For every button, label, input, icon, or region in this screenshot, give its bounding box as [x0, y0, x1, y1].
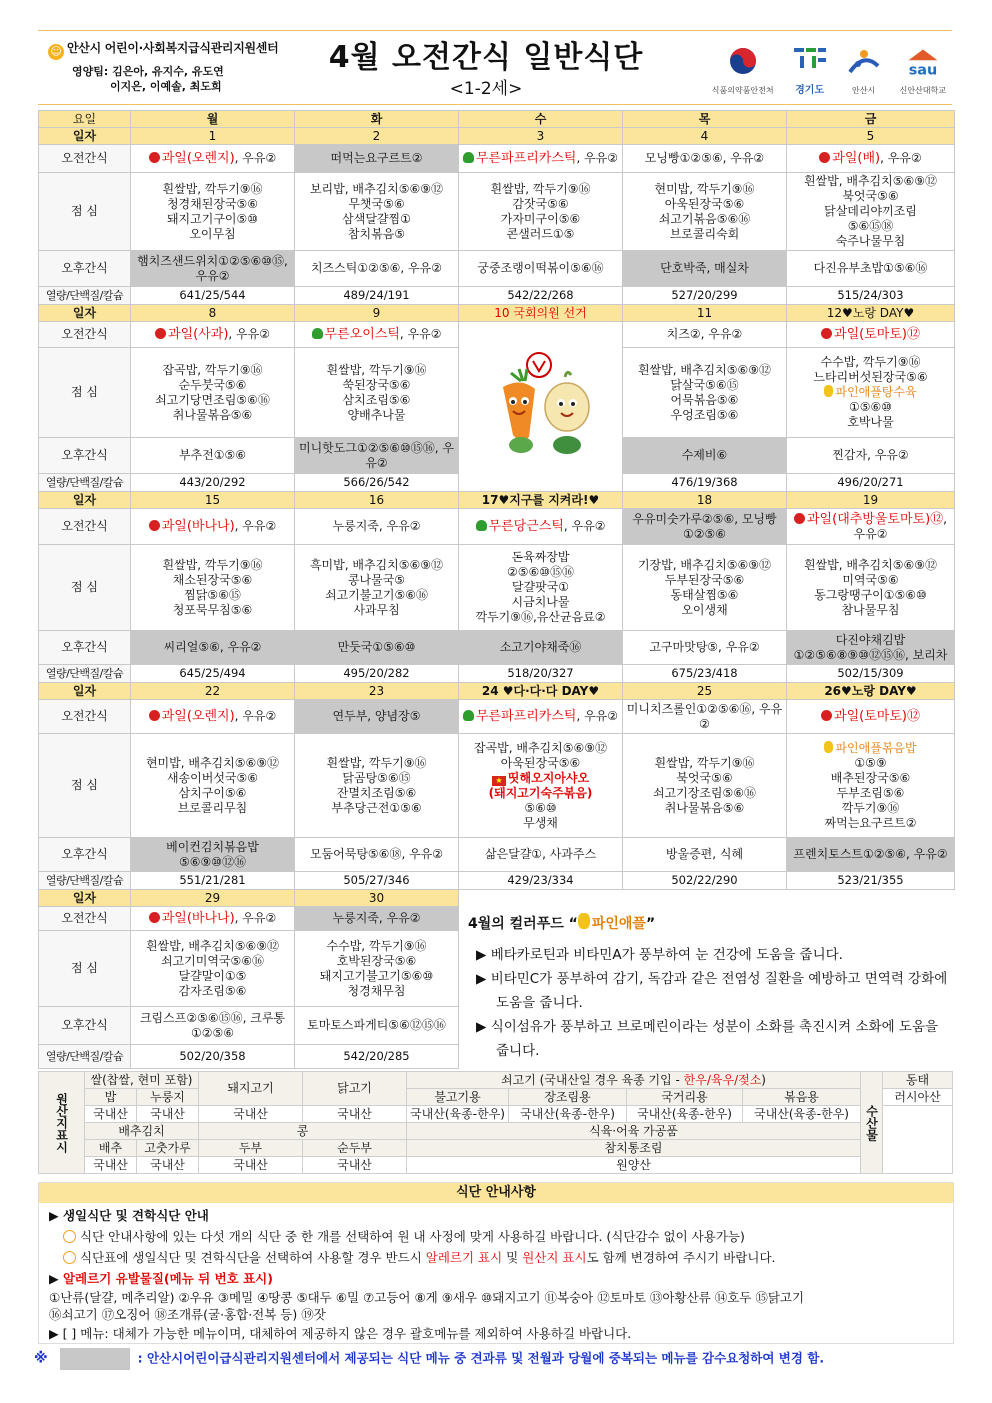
notice-section-birthday: ▶ 생일식단 및 견학식단 안내	[49, 1208, 209, 1223]
pm-snack-cell: 씨리얼⑤⑥, 우유②	[131, 631, 295, 665]
date-cell: 11	[623, 305, 787, 322]
notice-section-bracket: ▶ [ ] 메뉴: 대체가 가능한 메뉴이며, 대체하여 제공하지 않은 경우 괄호메뉴를 제외하여 사용하길 바랍니다.	[49, 1326, 632, 1341]
date-cell: 15	[131, 492, 295, 509]
ansan-logo: 안산시	[846, 46, 882, 96]
date-row	[39, 492, 955, 509]
vegetable-mascot-icon	[481, 347, 601, 467]
pm-snack-cell: 단호박죽, 매실차	[623, 251, 787, 287]
origin-cabbage: 배추	[85, 1140, 137, 1157]
date-cell-yellow-day: 12♥노랑 DAY♥	[787, 305, 955, 322]
date-row	[39, 683, 955, 700]
kcal-cell: 495/20/282	[295, 665, 459, 683]
broccoli-icon	[463, 710, 474, 721]
kcal-cell: 542/22/268	[459, 287, 623, 305]
kcal-label: 열량/단백질/칼슘	[39, 665, 131, 683]
date-cell-dadada-day: 24 ♥다·다·다 DAY♥	[459, 683, 623, 700]
color-food-box	[460, 905, 952, 1065]
origin-table	[38, 1071, 953, 1174]
origin-kimchi: 배추김치	[85, 1123, 199, 1140]
weekday-mon: 월	[131, 111, 295, 128]
allergy-list: ①난류(달걀, 메추리알) ②우유 ③메밀 ④땅콩 ⑤대두 ⑥밀 ⑦고등어 ⑧게 ⑨새우 ⑩돼지고기 ⑪복숭아 ⑫토마토 ⑬아황산류 ⑭호두 ⑮닭고기	[49, 1290, 805, 1305]
allergy-list: ⑯쇠고기 ⑰오징어 ⑱조개류(굴·홍합·전복 등) ⑲잣	[49, 1307, 326, 1322]
am-snack-label: 오전간식	[39, 509, 131, 545]
origin-pork: 돼지고기	[199, 1072, 303, 1106]
lunch-cell: 수수밥, 깍두기⑨⑯ 호박된장국⑤⑥ 돼지고기불고기⑤⑥⑩ 청경채무침	[295, 931, 459, 1007]
vietnam-flag-icon: ★	[492, 776, 506, 786]
am-snack-cell: 우유미숫가루②⑤⑥, 모닝빵①②⑤⑥	[623, 509, 787, 545]
am-snack-cell: 무른당근스틱, 우유②	[459, 509, 623, 545]
origin-value: 국내산	[199, 1106, 303, 1123]
origin-beef-value: 국내산(육종-한우)	[407, 1106, 509, 1123]
kcal-cell: 566/26/542	[295, 474, 459, 492]
kcal-cell: 641/25/544	[131, 287, 295, 305]
apple-icon	[821, 710, 832, 721]
am-snack-row	[39, 145, 955, 173]
pm-snack-cell: 삶은달걀①, 사과주스	[459, 838, 623, 872]
origin-value: 국내산	[303, 1157, 407, 1174]
partner-logos	[712, 42, 946, 96]
kcal-cell: 515/24/303	[787, 287, 955, 305]
mfds-logo: 식품의약품안전처	[712, 46, 774, 96]
kcal-cell: 489/24/191	[295, 287, 459, 305]
apple-icon	[821, 328, 832, 339]
kcal-cell: 675/23/418	[623, 665, 787, 683]
lunch-row	[39, 173, 955, 251]
pm-snack-cell: 프렌치토스트①②⑤⑥, 우유②	[787, 838, 955, 872]
lunch-cell: 잡곡밥, 깍두기⑨⑯ 순두붓국⑤⑥ 쇠고기당면조림⑤⑥⑯ 취나물볶음⑤⑥	[131, 348, 295, 438]
date-cell: 29	[131, 890, 295, 907]
pm-snack-cell: 미니핫도그①②⑤⑥⑩⑮⑯, 우유②	[295, 438, 459, 474]
kcal-label: 열량/단백질/칼슘	[39, 872, 131, 890]
date-label: 일자	[39, 128, 131, 145]
lunch-cell: 잡곡밥, 배추김치⑤⑥⑨⑫ 아욱된장국⑤⑥ ★ 띳해오지아샤오 (돼지고기숙주볶음) ⑤⑥⑩ 무생채	[459, 734, 623, 838]
am-snack-label: 오전간식	[39, 700, 131, 734]
page-title: 4월 오전간식 일반식단	[328, 40, 644, 75]
pineapple-icon	[824, 385, 833, 397]
origin-beef-value: 국내산(육종-한우)	[509, 1106, 627, 1123]
am-snack-cell: 과일(배), 우유②	[787, 145, 955, 173]
pm-snack-cell: 베이컨김치볶음밥⑤⑥⑨⑩⑫⑯	[131, 838, 295, 872]
footer-text: : 안산시어린이급식관리지원센터에서 제공되는 식단 메뉴 중 견과류 및 전월과 당월에 중복되는 메뉴를 감수요청하여 변경 함.	[137, 1350, 825, 1366]
date-cell: 4	[623, 128, 787, 145]
kcal-cell: 502/22/290	[623, 872, 787, 890]
date-cell-election: 10 국회의원 선거	[459, 305, 623, 322]
origin-bean: 콩	[199, 1123, 407, 1140]
pm-snack-cell: 고구마맛탕⑤, 우유②	[623, 631, 787, 665]
date-cell-earth-day: 17♥지구를 지켜라!♥	[459, 492, 623, 509]
lunch-cell: 흰쌀밥, 배추김치⑤⑥⑨⑫ 닭살국⑤⑥⑮ 어묵볶음⑤⑥ 우엉조림⑤⑥	[623, 348, 787, 438]
weekday-label: 요일	[39, 111, 131, 128]
am-snack-cell: 과일(토마토)⑫	[787, 322, 955, 348]
origin-empty	[883, 1106, 953, 1174]
am-snack-cell: 누룽지죽, 우유②	[295, 509, 459, 545]
am-snack-row	[39, 322, 955, 348]
svg-text:sau: sau	[908, 62, 938, 79]
origin-nurungji: 누룽지	[137, 1089, 199, 1106]
kcal-cell: 476/19/368	[623, 474, 787, 492]
pm-snack-row	[39, 631, 955, 665]
lunch-cell: 현미밥, 깍두기⑨⑯ 아욱된장국⑤⑥ 쇠고기볶음⑤⑥⑯ 브로콜리숙회	[623, 173, 787, 251]
date-label: 일자	[39, 890, 131, 907]
kcal-row	[39, 287, 955, 305]
am-snack-cell: 누룽지죽, 우유②	[295, 907, 459, 931]
am-snack-cell: 무른파프리카스틱, 우유②	[459, 700, 623, 734]
center-name: ☺ 안산시 어린이·사회복지급식관리지원센터	[48, 39, 278, 60]
kcal-cell: 645/25/494	[131, 665, 295, 683]
weekday-thu: 목	[623, 111, 787, 128]
pm-snack-cell: 치즈스틱①②⑤⑥, 우유②	[295, 251, 459, 287]
lunch-cell: 흰쌀밥, 배추김치⑤⑥⑨⑫ 북엇국⑤⑥ 닭살데리야끼조림 ⑤⑥⑮⑱ 숙주나물무침	[787, 173, 955, 251]
pm-snack-cell: 궁중조랭이떡볶이⑤⑥⑯	[459, 251, 623, 287]
age-subtitle: <1-2세>	[449, 79, 523, 99]
date-label: 일자	[39, 305, 131, 322]
weekday-fri: 금	[787, 111, 955, 128]
pm-snack-label: 오후간식	[39, 631, 131, 665]
am-snack-cell: 치즈②, 우유②	[623, 322, 787, 348]
lunch-cell: 흰쌀밥, 배추김치⑤⑥⑨⑫ 미역국⑤⑥ 동그랑땡구이①⑤⑥⑩ 참나물무침	[787, 545, 955, 631]
kcal-label: 열량/단백질/칼슘	[39, 1045, 131, 1069]
color-food-item: ▶ 식이섬유가 풍부하고 브로메린이라는 성분이 소화를 촉진시켜 소화에 도움을 줍니다.	[476, 1019, 939, 1059]
kcal-row	[39, 665, 955, 683]
pm-snack-row	[39, 838, 955, 872]
smile-logo-icon: ☺	[48, 44, 64, 60]
date-label: 일자	[39, 683, 131, 700]
pm-snack-cell: 만둣국①⑤⑥⑩	[295, 631, 459, 665]
pm-snack-cell: 수제비⑥	[623, 438, 787, 474]
origin-beef-col: 불고기용	[407, 1089, 509, 1106]
kcal-row	[39, 872, 955, 890]
broccoli-icon	[463, 152, 474, 163]
apple-icon	[794, 513, 805, 524]
date-cell: 25	[623, 683, 787, 700]
notice-title: 식단 안내사항	[39, 1183, 953, 1203]
pm-snack-cell: 모둠어묵탕⑤⑥⑱, 우유②	[295, 838, 459, 872]
date-cell: 22	[131, 683, 295, 700]
pineapple-icon	[824, 741, 833, 753]
shinansan-logo: sau 신안산대학교	[900, 46, 946, 96]
staff-list: 영양팀: 김은아, 유지수, 유도연 이지은, 이예솔, 최도희	[72, 65, 224, 93]
origin-soft-tofu: 순두부	[303, 1140, 407, 1157]
date-cell: 3	[459, 128, 623, 145]
am-snack-row	[39, 509, 955, 545]
date-cell-yellow-day: 26♥노랑 DAY♥	[787, 683, 955, 700]
origin-value: 국내산	[303, 1106, 407, 1123]
page-header	[38, 30, 952, 106]
date-cell: 23	[295, 683, 459, 700]
lunch-cell: 현미밥, 배추김치⑤⑥⑨⑫ 새송이버섯국⑤⑥ 삼치구이⑤⑥ 브로콜리무침	[131, 734, 295, 838]
origin-beef-header: 쇠고기 (국내산일 경우 육종 기입 - 한우/육우/젖소)	[407, 1072, 861, 1089]
pm-snack-cell: 방울증편, 식혜	[623, 838, 787, 872]
smile-icon	[63, 1251, 76, 1264]
notice-section-allergy: ▶ 알레르기 유발물질(메뉴 뒤 번호 표시)	[49, 1271, 273, 1286]
origin-value: 국내산	[85, 1106, 137, 1123]
am-snack-cell: 과일(사과), 우유②	[131, 322, 295, 348]
pineapple-icon	[578, 913, 590, 929]
date-cell: 19	[787, 492, 955, 509]
pm-snack-cell: 토마토스파게티⑤⑥⑫⑮⑯	[295, 1007, 459, 1045]
broccoli-icon	[312, 328, 323, 339]
date-cell: 16	[295, 492, 459, 509]
lunch-label: 점 심	[39, 348, 131, 438]
origin-rice: 쌀(찹쌀, 현미 포함)	[85, 1072, 199, 1089]
kcal-cell: 496/20/271	[787, 474, 955, 492]
weekday-tue: 화	[295, 111, 459, 128]
header-top-rule	[38, 30, 952, 31]
weekday-wed: 수	[459, 111, 623, 128]
notice-line: 식단표에 생일식단 및 견학식단을 선택하여 사용할 경우 반드시 알레르기 표시 및 원산지 표시도 함께 변경하여 주시기 바랍니다.	[49, 1247, 943, 1268]
origin-beef-col: 국거리용	[627, 1089, 743, 1106]
am-snack-cell: 과일(토마토)⑫	[787, 700, 955, 734]
lunch-cell: 흰쌀밥, 깍두기⑨⑯ 청경채된장국⑤⑥ 돼지고기구이⑤⑩ 오이무침	[131, 173, 295, 251]
kcal-cell: 518/20/327	[459, 665, 623, 683]
election-holiday-cell	[459, 322, 623, 492]
date-cell: 30	[295, 890, 459, 907]
lunch-cell: 흰쌀밥, 깍두기⑨⑯ 쑥된장국⑤⑥ 삼치조림⑤⑥ 양배추나물	[295, 348, 459, 438]
origin-value: 국내산	[137, 1106, 199, 1123]
notice-line: 식단 안내사항에 있는 다섯 개의 식단 중 한 개를 선택하여 원 내 사정에 맞게 사용하길 바랍니다. (식단감수 없이 사용가능)	[49, 1226, 943, 1247]
date-row	[39, 128, 955, 145]
origin-chicken: 닭고기	[303, 1072, 407, 1106]
lunch-cell: 흰쌀밥, 깍두기⑨⑯ 감잣국⑤⑥ 가자미구이⑤⑥ 콘샐러드①⑤	[459, 173, 623, 251]
pm-snack-label: 오후간식	[39, 1007, 131, 1045]
lunch-cell: 돈육짜장밥 ②⑤⑥⑩⑮⑯ 달걀팟국① 시금치나물 깍두기⑨⑯,유산균음료②	[459, 545, 623, 631]
am-snack-cell: 무른오이스틱, 우유②	[295, 322, 459, 348]
weekday-row	[39, 111, 955, 128]
am-snack-label: 오전간식	[39, 907, 131, 931]
lunch-cell: 흑미밥, 배추김치⑤⑥⑨⑫ 콩나물국⑤ 쇠고기불고기⑤⑥⑯ 사과무침	[295, 545, 459, 631]
am-snack-cell: 무른파프리카스틱, 우유②	[459, 145, 623, 173]
origin-value: 국내산	[137, 1157, 199, 1174]
origin-tuna-value: 원양산	[407, 1157, 861, 1174]
origin-side-label: 원산지표시	[39, 1072, 85, 1174]
origin-chili: 고춧가루	[137, 1140, 199, 1157]
color-food-spacer	[459, 890, 955, 907]
am-snack-cell: 모닝빵①②⑤⑥, 우유②	[623, 145, 787, 173]
pm-snack-cell: 소고기야채죽⑯	[459, 631, 623, 665]
origin-value: 국내산	[85, 1157, 137, 1174]
color-food-title: 4월의 컬러푸드 “ 파인애플”	[468, 913, 952, 933]
lunch-cell: 흰쌀밥, 깍두기⑨⑯ 북엇국⑤⑥ 쇠고기장조림⑤⑥⑯ 취나물볶음⑤⑥	[623, 734, 787, 838]
date-cell: 2	[295, 128, 459, 145]
origin-beef-value: 국내산(육종-한우)	[627, 1106, 743, 1123]
am-snack-cell: 과일(오렌지), 우유②	[131, 700, 295, 734]
pm-snack-cell: 다진야채김밥①②⑤⑥⑧⑨⑩⑫⑮⑯, 보리차	[787, 631, 955, 665]
kcal-label: 열량/단백질/칼슘	[39, 474, 131, 492]
origin-pollock: 동태	[883, 1072, 953, 1089]
date-cell: 9	[295, 305, 459, 322]
lunch-cell: 수수밥, 깍두기⑨⑯ 느타리버섯된장국⑤⑥ 파인애플탕수육 ①⑤⑥⑩ 호박나물	[787, 348, 955, 438]
date-cell: 8	[131, 305, 295, 322]
lunch-cell: 흰쌀밥, 깍두기⑨⑯ 채소된장국⑤⑥ 찜닭⑤⑥⑮ 청포묵무침⑤⑥	[131, 545, 295, 631]
smile-icon	[63, 1230, 76, 1243]
lunch-label: 점 심	[39, 931, 131, 1007]
lunch-row	[39, 545, 955, 631]
origin-beef-col: 장조림용	[509, 1089, 627, 1106]
origin-tuna: 참치통조림	[407, 1140, 861, 1157]
origin-beef-value: 국내산(육종-한우)	[743, 1106, 861, 1123]
kcal-cell: 443/20/292	[131, 474, 295, 492]
lunch-label: 점 심	[39, 173, 131, 251]
lunch-cell: 파인애플볶음밥 ①⑤⑨ 배추된장국⑤⑥ 두부조림⑤⑥ 깍두기⑨⑯ 짜먹는요구르트②	[787, 734, 955, 838]
broccoli-icon	[476, 520, 487, 531]
am-snack-cell: 과일(오렌지), 우유②	[131, 145, 295, 173]
gray-legend-swatch	[60, 1348, 130, 1370]
origin-seafood: 수산물	[861, 1072, 883, 1174]
origin-fish-proc: 식육·어육 가공품	[407, 1123, 861, 1140]
lunch-row	[39, 734, 955, 838]
origin-tofu: 두부	[199, 1140, 303, 1157]
pm-snack-cell: 부추전①⑤⑥	[131, 438, 295, 474]
lunch-label: 점 심	[39, 545, 131, 631]
am-snack-cell: 과일(대추방울토마토)⑫, 우유②	[787, 509, 955, 545]
date-cell: 5	[787, 128, 955, 145]
apple-icon	[155, 328, 166, 339]
apple-icon	[149, 520, 160, 531]
notice-box	[38, 1182, 954, 1344]
kcal-cell: 502/20/358	[131, 1045, 295, 1069]
apple-icon	[149, 710, 160, 721]
date-row	[39, 890, 955, 907]
am-snack-row	[39, 700, 955, 734]
am-snack-cell: 과일(바나나), 우유②	[131, 907, 295, 931]
color-food-item: ▶ 비타민C가 풍부하여 감기, 독감과 같은 전염성 질환을 예방하고 면역력 강화에 도움을 줍니다.	[476, 971, 948, 1011]
pm-snack-cell: 햄치즈샌드위치①②⑤⑥⑩⑮, 우유②	[131, 251, 295, 287]
apple-icon	[149, 152, 160, 163]
lunch-label: 점 심	[39, 734, 131, 838]
date-cell: 1	[131, 128, 295, 145]
pm-snack-cell: 크림스프②⑤⑥⑮⑯, 크루통①②⑤⑥	[131, 1007, 295, 1045]
footer-note	[34, 1348, 952, 1370]
origin-bap: 밥	[85, 1089, 137, 1106]
am-snack-cell: 떠먹는요구르트②	[295, 145, 459, 173]
kcal-cell: 523/21/355	[787, 872, 955, 890]
pm-snack-label: 오후간식	[39, 838, 131, 872]
date-cell: 18	[623, 492, 787, 509]
kcal-label: 열량/단백질/칼슘	[39, 287, 131, 305]
origin-beef-col: 볶음용	[743, 1089, 861, 1106]
kcal-cell: 527/20/299	[623, 287, 787, 305]
lunch-cell: 보리밥, 배추김치⑤⑥⑨⑫ 무챗국⑤⑥ 삼색달걀찜① 참치볶음⑤	[295, 173, 459, 251]
origin-value: 국내산	[199, 1157, 303, 1174]
pm-snack-cell: 다진유부초밥①⑤⑥⑯	[787, 251, 955, 287]
am-snack-label: 오전간식	[39, 145, 131, 173]
kcal-cell: 502/15/309	[787, 665, 955, 683]
am-snack-label: 오전간식	[39, 322, 131, 348]
kcal-cell: 505/27/346	[295, 872, 459, 890]
kcal-cell: 542/20/285	[295, 1045, 459, 1069]
pm-snack-label: 오후간식	[39, 438, 131, 474]
lunch-cell: 기장밥, 배추김치⑤⑥⑨⑫ 두부된장국⑤⑥ 동태살찜⑤⑥ 오이생채	[623, 545, 787, 631]
am-snack-cell: 미니치즈롤인①②⑤⑥⑯, 우유②	[623, 700, 787, 734]
pm-snack-cell: 찐감자, 우유②	[787, 438, 955, 474]
pm-snack-row	[39, 251, 955, 287]
gyeonggi-logo: 경기도	[792, 42, 828, 96]
date-row	[39, 305, 955, 322]
am-snack-cell: 연두부, 양념장⑤	[295, 700, 459, 734]
pm-snack-label: 오후간식	[39, 251, 131, 287]
date-label: 일자	[39, 492, 131, 509]
header-bottom-rule	[38, 104, 952, 105]
color-food-item: ▶ 베타카로틴과 비타민A가 풍부하여 눈 건강에 도움을 줍니다.	[476, 947, 843, 963]
footer-mark: ※	[34, 1350, 48, 1367]
kcal-cell: 551/21/281	[131, 872, 295, 890]
origin-pollock-value: 러시아산	[883, 1089, 953, 1106]
am-snack-cell: 과일(바나나), 우유②	[131, 509, 295, 545]
apple-icon	[819, 152, 830, 163]
kcal-cell: 429/23/334	[459, 872, 623, 890]
lunch-cell: 흰쌀밥, 배추김치⑤⑥⑨⑫ 쇠고기미역국⑤⑥⑯ 달걀말이①⑤ 감자조림⑤⑥	[131, 931, 295, 1007]
lunch-cell: 흰쌀밥, 깍두기⑨⑯ 닭곰탕⑤⑥⑮ 잔멸치조림⑤⑥ 부추당근전①⑤⑥	[295, 734, 459, 838]
apple-icon	[149, 912, 160, 923]
